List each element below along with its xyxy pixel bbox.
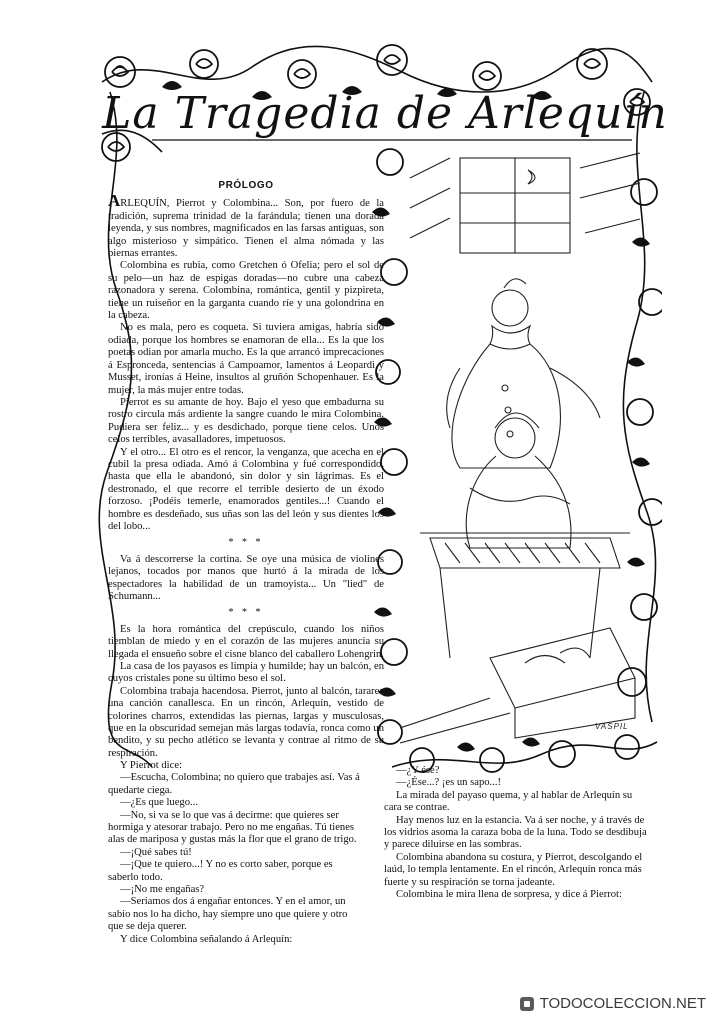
- paragraph: Colombina abandona su costura, y Pierrot, descolgando el laúd, lo templa lentamente. En el rincón, Arlequín ronca más fuerte y su respiración se torna jadeante.: [384, 851, 643, 888]
- paragraph: Es la hora romántica del crepúsculo, cuando los niños tiemblan de miedo y en el corazón de las mujeres anuncia su llegada el ensueño sobre el cisne blanco del caballero Lohengrin.: [108, 623, 384, 660]
- paragraph: ARLEQUÍN, Pierrot y Colombina... Son, por fuero de la tradición, suprema trinidad de la farándula; tienen una dorada leyenda, y sus nombres, magnificados en las farsas antiguas, son algo misterioso y simpático. Tienen el alma nómada y las piernas errantes.: [108, 191, 384, 260]
- paragraph: Colombina trabaja hacendosa. Pierrot, junto al balcón, tararea una canción canallesca. En un rincón, Arlequín, vestido de colorines charros, extendidas las piernas, largas y musculosas, que en la obscuridad semejan más largas todavía, ronca como un bendito, y su pecho atlético se levanta y contrae al ritmo de su respiración.: [108, 685, 384, 759]
- section-separator: * * *: [228, 607, 264, 619]
- paragraph: —¡Qué sabes tú!: [120, 846, 192, 858]
- paragraph: —Seríamos dos á engañar entonces. Y en el amor, un sabio nos lo ha dicho, hay siempre uno que quiere y otro que se deja querer.: [108, 896, 348, 933]
- paragraph: Y Pierrot dice:: [120, 760, 182, 771]
- harlequin-scene-illustration: [400, 138, 658, 748]
- section-separator: * * *: [228, 537, 264, 549]
- todocoleccion-logo-icon: [520, 997, 534, 1011]
- article-column-right-bottom: [384, 765, 652, 901]
- paragraph: —Escucha, Colombina; no quiero que trabajes así. Vas á quedarte ciega.: [108, 772, 360, 796]
- paragraph: —¿Es que luego...: [120, 797, 198, 809]
- paragraph: La casa de los payasos es limpia y humilde; hay un balcón, en cuyos cristales pone su último beso el sol.: [108, 661, 384, 685]
- paragraph: —¿Ése...? ¡es un sapo...!: [396, 777, 502, 789]
- paragraph: —¿Y ése?: [396, 765, 440, 776]
- paragraph: Hay menos luz en la estancia. Va á ser noche, y á través de los vidrios asoma la caraza boba de la luna. Todo se desdibuja y parece diluirse en las sombras.: [384, 814, 647, 851]
- paragraph: Pierrot es su amante de hoy. Bajo el yeso que embadurna su rostro circula más ardiente la sangre cuando le mira Colombina. Pudiera ser feliz... y es desdichado, porque tiene celos. Unos celos terribles, avasalladores, impetuosos.: [108, 396, 384, 446]
- paragraph: —¡Que te quiero...! Y no es corto saber, porque es saberlo todo.: [108, 859, 333, 883]
- paragraph: Y el otro... El otro es el rencor, la venganza, que acecha en el cubil la presa odiada. Amó á Colombina y fué correspondido, hasta que ella le abandonó, sin dolor y sin lágrimas. Es el destronado, el que recorre el terrible desierto de un éxodo forzoso. ¡Podéis temerle, enamorados gentiles...! Cuando el hombre es desdeñado, sus uñas son las del león y sus dientes los del lobo...: [108, 446, 384, 532]
- paragraph: Colombina le mira llena de sorpresa, y dice á Pierrot:: [396, 889, 622, 901]
- paragraph: No es mala, pero es coqueta. Si tuviera amigas, habría sido odiada, porque los hombres se enamoran de ella... Es la que los poetas odian por amarla mucho. Es la que arrancó imprecaciones á Espronceda, sentencias á Campoamor, lamentos á Leopardi y Musset, ironías á Heine, insultos al gruñón Schopenhauer. Es la mujer, la más mujer entre todas.: [108, 322, 384, 396]
- paragraph: Y dice Colombina señalando á Arlequín:: [120, 933, 293, 945]
- watermark-text: TODOCOLECCION.NET: [539, 995, 706, 1012]
- drop-cap: A: [108, 191, 121, 211]
- artist-signature: VASPIL: [595, 722, 629, 731]
- paragraph: Va á descorrerse la cortina. Se oye una música de violines lejanos, tocados por manos que hurtó á la mirada de los espectadores la habilidad de un tramoyista... Un "lied" de Schumann...: [108, 553, 384, 602]
- paragraph: —No, si va se lo que vas á decirme: que quieres ser hormiga y atesorar trabajo. Pero no me engañas. Tú tienes alas de mariposa y gustas más la flor que el grano de trigo.: [108, 809, 357, 846]
- article-title: La Tragedia de Arlequín: [102, 87, 668, 139]
- paragraph: La mirada del payaso quema, y al hablar de Arlequín su cara se contrae.: [384, 789, 633, 814]
- article-column-left: [108, 180, 384, 760]
- section-heading-prologo: PRÓLOGO: [218, 180, 274, 191]
- paragraph: —¡No me engañas?: [120, 884, 205, 896]
- watermark-footer: [0, 990, 720, 1017]
- paragraph: Colombina es rubia, como Gretchen ó Ofelia; pero el sol de su pelo—un haz de espigas doradas—no cubre una cabeza razonadora y serena. Colombina, romántica, gentil y pizpireta, tiene un ruiseñor en la garganta cuando ríe y una golondrina en la cabeza.: [108, 260, 384, 322]
- article-column-left-bottom: [108, 760, 362, 946]
